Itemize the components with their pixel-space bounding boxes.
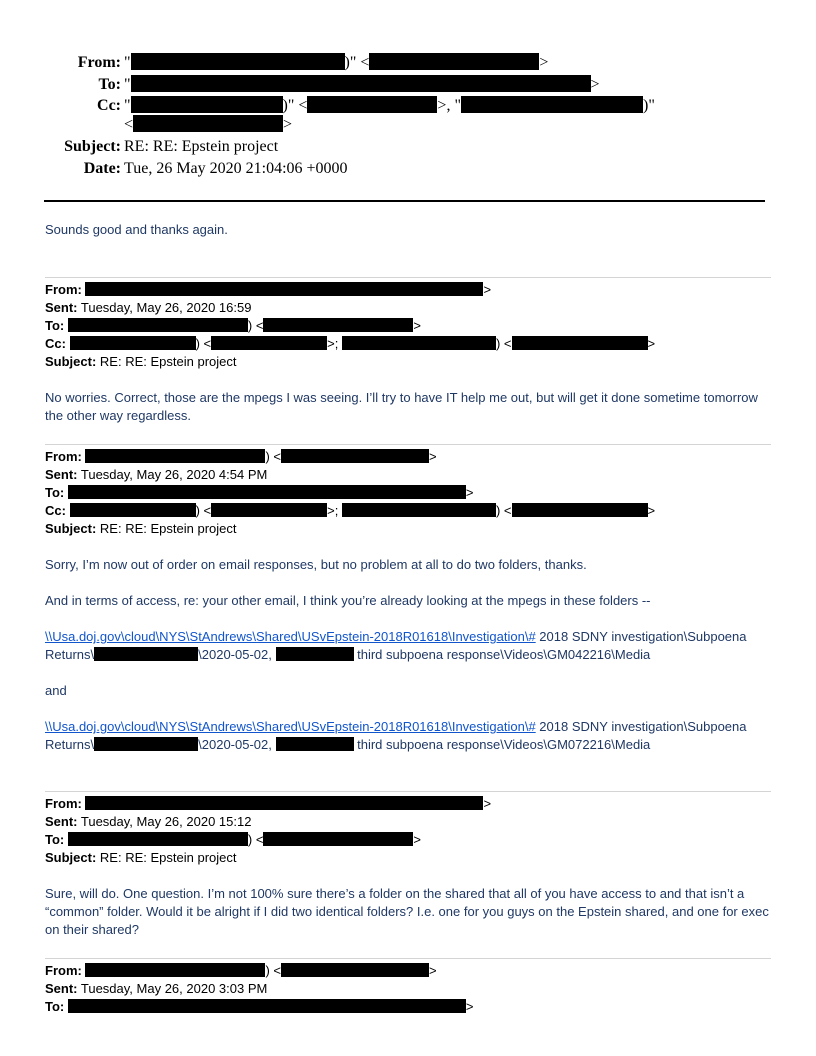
subject-value: RE: RE: Epstein project [99,521,237,536]
redaction [94,737,198,751]
message-divider [45,444,771,445]
path-date: \2020-05-02, [198,737,272,752]
message-divider [45,791,771,792]
redaction [281,963,429,977]
folder-path-2 [45,718,747,736]
header-subject-value: RE: RE: Epstein project [124,138,279,155]
folder-path-2-cont [45,736,650,754]
message-4-to: To: > [45,999,474,1014]
message-1-cc: Cc: ) < >; ) < > [45,336,656,351]
redaction [94,647,198,661]
message-1-sent [45,299,251,317]
sent-label: Sent: [45,300,78,315]
header-date-row [0,159,816,179]
redaction [281,449,429,463]
header-date-value: Tue, 26 May 2020 21:04:06 +0000 [124,160,348,177]
message-2-from: From: ) < > [45,449,437,464]
path-tail: third subpoena response\Videos\GM042216\Media [353,647,651,662]
sent-value: Tuesday, May 26, 2020 16:59 [80,300,252,315]
redaction [133,115,283,132]
sent-label: Sent: [45,814,78,829]
sent-value: Tuesday, May 26, 2020 15:12 [80,814,252,829]
header-to-label: To: [98,76,121,93]
subject-label: Subject: [45,354,97,369]
message-divider [45,958,771,959]
redaction [211,336,327,350]
message-2-to: To: > [45,485,474,500]
header-cc-value: " )" < >, " )" [124,97,655,114]
redaction [263,832,413,846]
path-returns: Returns\ [45,647,95,662]
redaction [307,96,437,113]
message-1-to: To: ) < > [45,318,422,333]
message-4-from: From: ) < > [45,963,437,978]
redaction [131,96,283,113]
header-cc-row-2 [0,115,816,135]
message-3-sent [45,813,251,831]
header-subject-label: Subject: [64,138,121,155]
message-3-from: From: > [45,796,492,811]
to-label: To: [45,832,65,847]
message-3-body: Sure, will do. One question. I’m not 100% sure there’s a folder on the shared that all of you have access to and that isn’t a “common” folder. Would it be alright if I did two identical folders? I.e. one for you guys on the Epstein shared, and one for exec on their shared? [45,886,769,937]
redaction [263,318,413,332]
folder-path-1 [45,628,747,646]
header-to-value: " > [124,76,600,93]
message-2-body-1: Sorry, I’m now out of order on email responses, but no problem at all to do two folders, thanks. [45,557,587,572]
folder-link-1[interactable]: \\Usa.doj.gov\cloud\NYS\StAndrews\Shared\USvEpstein-2018R01618\Investigation\# [45,629,536,644]
redaction [68,832,248,846]
path-suffix: 2018 SDNY investigation\Subpoena [535,629,747,644]
redaction [276,647,354,661]
redaction [512,503,648,517]
header-subject-row [0,137,816,157]
redaction [85,796,483,810]
folder-link-2[interactable]: \\Usa.doj.gov\cloud\NYS\StAndrews\Shared\USvEpstein-2018R01618\Investigation\# [45,719,536,734]
path-returns: Returns\ [45,737,95,752]
header-cc-label: Cc: [97,97,121,114]
header-cc-value-2: < > [124,116,293,133]
redaction [85,282,483,296]
path-suffix: 2018 SDNY investigation\Subpoena [535,719,747,734]
redaction [85,449,265,463]
redaction [342,503,496,517]
redaction [512,336,648,350]
message-1-subject [45,353,236,371]
to-label: To: [45,485,65,500]
message-1-from: From: > [45,282,492,297]
from-label: From: [45,449,82,464]
redaction [68,999,466,1013]
sent-value: Tuesday, May 26, 2020 4:54 PM [80,467,268,482]
to-label: To: [45,318,65,333]
redaction [276,737,354,751]
subject-label: Subject: [45,850,97,865]
from-label: From: [45,963,82,978]
sent-label: Sent: [45,981,78,996]
header-cc-row [0,96,816,116]
redaction [369,53,539,70]
sent-label: Sent: [45,467,78,482]
from-label: From: [45,282,82,297]
redaction [85,963,265,977]
reply-text: Sounds good and thanks again. [45,222,228,237]
redaction [211,503,327,517]
message-1-body: No worries. Correct, those are the mpegs I was seeing. I’ll try to have IT help me out, but will get it done sometime tomorrow the other way regardless. [45,390,758,423]
path-date: \2020-05-02, [198,647,272,662]
from-label: From: [45,796,82,811]
redaction [342,336,496,350]
redaction [68,318,248,332]
message-3-subject [45,849,236,867]
redaction [131,75,591,92]
message-divider [45,277,771,278]
message-2-body-2: And in terms of access, re: your other email, I think you’re already looking at the mpegs in these folders -- [45,593,651,608]
message-2-sent [45,466,267,484]
subject-value: RE: RE: Epstein project [99,850,237,865]
message-2-cc: Cc: ) < >; ) < > [45,503,656,518]
header-date-label: Date: [83,160,121,177]
subject-label: Subject: [45,521,97,536]
header-from-row [0,53,816,73]
message-3-to: To: ) < > [45,832,422,847]
path-tail: third subpoena response\Videos\GM072216\Media [353,737,651,752]
message-4-sent [45,980,267,998]
header-divider [44,200,765,202]
header-to-row [0,75,816,95]
to-label: To: [45,999,65,1014]
redaction [68,485,466,499]
redaction [70,503,196,517]
redaction [461,96,643,113]
cc-label: Cc: [45,503,66,518]
header-from-value: " )" < > [124,54,549,71]
subject-value: RE: RE: Epstein project [99,354,237,369]
cc-label: Cc: [45,336,66,351]
header-from-label: From: [77,54,121,71]
folder-path-1-cont [45,646,650,664]
sent-value: Tuesday, May 26, 2020 3:03 PM [80,981,268,996]
redaction [70,336,196,350]
message-2-subject [45,520,236,538]
and-text: and [45,683,67,698]
redaction [131,53,345,70]
